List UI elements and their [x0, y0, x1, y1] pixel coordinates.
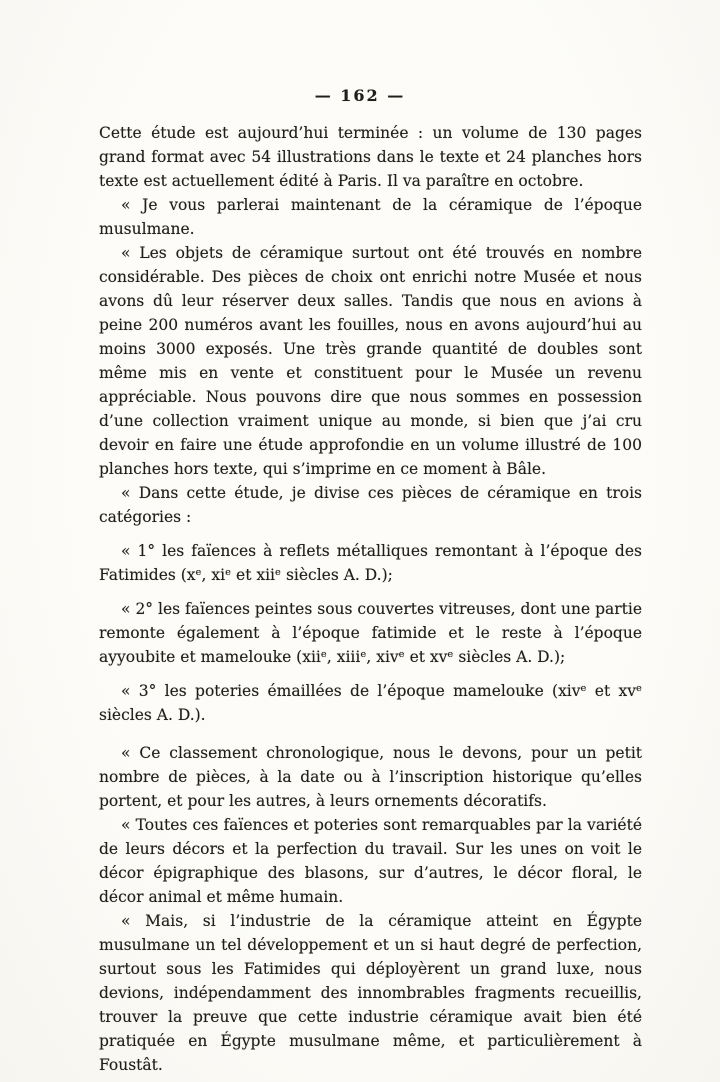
paragraph: « Je vous parlerai maintenant de la céramique de l’époque musulmane. — [99, 196, 642, 238]
paragraph-continuation: Cette étude est aujourd’hui terminée : un volume de 130 pages grand format avec 54 illustrations dans le texte et 24 planches hors texte est actuellement édité à Paris. Il va paraître en octobre. — [99, 124, 642, 190]
paragraph: « Mais, si l’industrie de la céramique atteint en Égypte musulmane un tel développement et un si haut degré de perfection, surtout sous les Fatimides qui déployèrent un grand luxe, nous devions, indépendamment des innombrables fragments recueillis, trouver la preuve que cette industrie céramique avait bien été pratiquée en Égypte musulmane même, et particulièrement à Foustât. — [99, 912, 642, 1074]
list-item-1: « 1° les faïences à reflets métalliques remontant à l’époque des Fatimides (xᵉ, xiᵉ et xiiᵉ siècles A. D.); — [99, 542, 642, 584]
paragraph: « Les objets de céramique surtout ont été trouvés en nombre considérable. Des pièces de choix ont enrichi notre Musée et nous avons dû leur réserver deux salles. Tandis que nous en avions à peine 200 numéros avant les fouilles, nous en avons aujourd’hui au moins 3000 exposés. Une très grande quantité de doubles sont même mis en vente et constituent pour le Musée un revenu appréciable. Nous pouvons dire que nous sommes en possession d’une collection vraiment unique au monde, si bien que j’ai cru devoir en faire une étude approfondie en un volume illustré de 100 planches hors texte, qui s’imprime en ce moment à Bâle. — [99, 244, 642, 478]
paragraph: « Ce classement chronologique, nous le devons, pour un petit nombre de pièces, à la date ou à l’inscription historique qu’elles portent, et pour les autres, à leurs ornements décoratifs. — [99, 744, 642, 810]
paragraph: « Toutes ces faïences et poteries sont remarquables par la variété de leurs décors et la perfection du travail. Sur les unes on voit le décor épigraphique des blasons, sur d’autres, le décor floral, le décor animal et même humain. — [99, 816, 642, 906]
list-item-2: « 2° les faïences peintes sous couvertes vitreuses, dont une partie remonte également à l’époque fatimide et le reste à l’époque ayyoubite et mamelouke (xiiᵉ, xiiiᵉ, xivᵉ et xvᵉ siècles A. D.); — [99, 600, 642, 666]
page-text-block — [99, 121, 642, 1077]
paragraph: « Dans cette étude, je divise ces pièces de céramique en trois catégories : — [99, 484, 642, 526]
list-item-3: « 3° les poteries émaillées de l’époque mamelouke (xivᵉ et xvᵉ siècles A. D.). — [99, 682, 642, 724]
page-number: — 162 — — [314, 86, 406, 105]
